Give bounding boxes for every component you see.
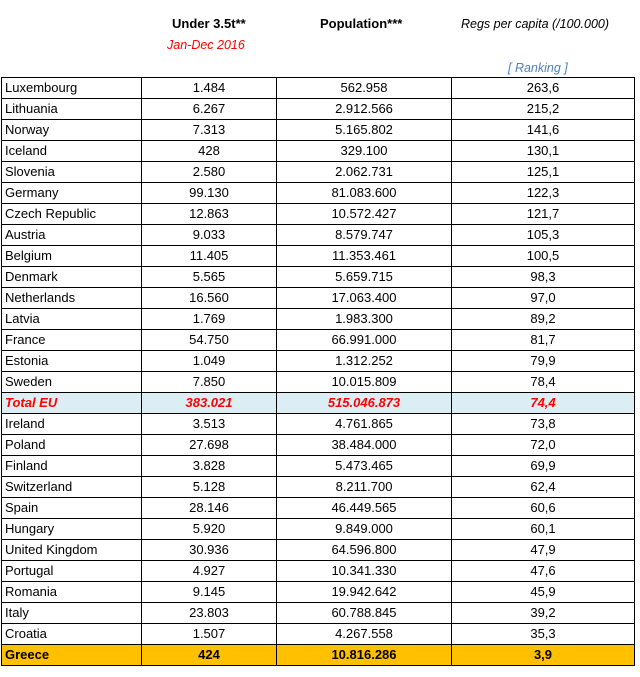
regs-cell: 72,0 xyxy=(452,435,635,456)
under-cell: 4.927 xyxy=(142,561,277,582)
population-cell: 81.083.600 xyxy=(277,183,452,204)
table-row xyxy=(2,141,635,162)
table-row xyxy=(2,561,635,582)
country-cell: Austria xyxy=(2,225,142,246)
under-cell: 428 xyxy=(142,141,277,162)
table-row xyxy=(2,582,635,603)
population-cell: 60.788.845 xyxy=(277,603,452,624)
country-cell: Croatia xyxy=(2,624,142,645)
regs-cell: 121,7 xyxy=(452,204,635,225)
under-cell: 383.021 xyxy=(142,393,277,414)
population-cell: 11.353.461 xyxy=(277,246,452,267)
regs-cell: 130,1 xyxy=(452,141,635,162)
table-row xyxy=(2,372,635,393)
population-cell: 38.484.000 xyxy=(277,435,452,456)
table-row xyxy=(2,351,635,372)
table-row xyxy=(2,540,635,561)
country-cell: Ireland xyxy=(2,414,142,435)
population-cell: 4.761.865 xyxy=(277,414,452,435)
regs-cell: 3,9 xyxy=(452,645,635,666)
regs-cell: 100,5 xyxy=(452,246,635,267)
country-cell: Estonia xyxy=(2,351,142,372)
regs-cell: 35,3 xyxy=(452,624,635,645)
under-cell: 5.565 xyxy=(142,267,277,288)
under-cell: 30.936 xyxy=(142,540,277,561)
regs-cell: 141,6 xyxy=(452,120,635,141)
under-cell: 9.145 xyxy=(142,582,277,603)
regs-cell: 89,2 xyxy=(452,309,635,330)
table-row xyxy=(2,498,635,519)
regs-cell: 105,3 xyxy=(452,225,635,246)
under-cell: 23.803 xyxy=(142,603,277,624)
population-cell: 66.991.000 xyxy=(277,330,452,351)
table-row xyxy=(2,204,635,225)
country-cell: Total EU xyxy=(2,393,142,414)
table-row xyxy=(2,435,635,456)
regs-cell: 45,9 xyxy=(452,582,635,603)
header-under-3-5t: Under 3.5t** xyxy=(172,16,246,31)
under-cell: 3.513 xyxy=(142,414,277,435)
header-regs-per-capita: Regs per capita (/100.000) xyxy=(461,17,610,31)
under-cell: 1.507 xyxy=(142,624,277,645)
table-row xyxy=(2,393,635,414)
population-cell: 1.312.252 xyxy=(277,351,452,372)
table-row xyxy=(2,267,635,288)
under-cell: 1.484 xyxy=(142,78,277,99)
regs-cell: 74,4 xyxy=(452,393,635,414)
country-cell: Switzerland xyxy=(2,477,142,498)
regs-cell: 98,3 xyxy=(452,267,635,288)
population-cell: 329.100 xyxy=(277,141,452,162)
population-cell: 4.267.558 xyxy=(277,624,452,645)
table-row xyxy=(2,309,635,330)
country-cell: Belgium xyxy=(2,246,142,267)
under-cell: 54.750 xyxy=(142,330,277,351)
under-cell: 9.033 xyxy=(142,225,277,246)
table-body xyxy=(2,78,635,666)
under-cell: 28.146 xyxy=(142,498,277,519)
country-cell: Slovenia xyxy=(2,162,142,183)
regs-cell: 69,9 xyxy=(452,456,635,477)
under-cell: 7.850 xyxy=(142,372,277,393)
country-cell: Finland xyxy=(2,456,142,477)
under-cell: 1.049 xyxy=(142,351,277,372)
regs-cell: 215,2 xyxy=(452,99,635,120)
population-cell: 515.046.873 xyxy=(277,393,452,414)
country-cell: Portugal xyxy=(2,561,142,582)
population-cell: 5.659.715 xyxy=(277,267,452,288)
population-cell: 2.062.731 xyxy=(277,162,452,183)
under-cell: 424 xyxy=(142,645,277,666)
country-cell: Netherlands xyxy=(2,288,142,309)
population-cell: 10.015.809 xyxy=(277,372,452,393)
table-row xyxy=(2,414,635,435)
table-row xyxy=(2,477,635,498)
under-cell: 5.920 xyxy=(142,519,277,540)
country-cell: Latvia xyxy=(2,309,142,330)
population-cell: 17.063.400 xyxy=(277,288,452,309)
country-cell: Hungary xyxy=(2,519,142,540)
population-cell: 8.211.700 xyxy=(277,477,452,498)
table-row xyxy=(2,78,635,99)
regs-cell: 263,6 xyxy=(452,78,635,99)
population-cell: 64.596.800 xyxy=(277,540,452,561)
table-row xyxy=(2,330,635,351)
under-cell: 2.580 xyxy=(142,162,277,183)
country-cell: Norway xyxy=(2,120,142,141)
country-cell: Sweden xyxy=(2,372,142,393)
regs-cell: 62,4 xyxy=(452,477,635,498)
table-row xyxy=(2,519,635,540)
country-cell: Poland xyxy=(2,435,142,456)
population-cell: 8.579.747 xyxy=(277,225,452,246)
population-cell: 46.449.565 xyxy=(277,498,452,519)
under-cell: 99.130 xyxy=(142,183,277,204)
regs-cell: 39,2 xyxy=(452,603,635,624)
header-period: Jan-Dec 2016 xyxy=(167,38,245,52)
table-row xyxy=(2,225,635,246)
under-cell: 6.267 xyxy=(142,99,277,120)
regs-cell: 78,4 xyxy=(452,372,635,393)
registrations-table xyxy=(1,77,635,666)
regs-cell: 122,3 xyxy=(452,183,635,204)
country-cell: Denmark xyxy=(2,267,142,288)
population-cell: 10.572.427 xyxy=(277,204,452,225)
regs-cell: 60,6 xyxy=(452,498,635,519)
country-cell: Germany xyxy=(2,183,142,204)
regs-cell: 47,6 xyxy=(452,561,635,582)
country-cell: Lithuania xyxy=(2,99,142,120)
table-row xyxy=(2,645,635,666)
population-cell: 2.912.566 xyxy=(277,99,452,120)
regs-cell: 125,1 xyxy=(452,162,635,183)
under-cell: 5.128 xyxy=(142,477,277,498)
country-cell: France xyxy=(2,330,142,351)
population-cell: 19.942.642 xyxy=(277,582,452,603)
regs-cell: 73,8 xyxy=(452,414,635,435)
country-cell: Italy xyxy=(2,603,142,624)
table-row xyxy=(2,183,635,204)
under-cell: 11.405 xyxy=(142,246,277,267)
under-cell: 12.863 xyxy=(142,204,277,225)
under-cell: 1.769 xyxy=(142,309,277,330)
regs-cell: 81,7 xyxy=(452,330,635,351)
table-row xyxy=(2,120,635,141)
table-row xyxy=(2,162,635,183)
table-row xyxy=(2,288,635,309)
table-row xyxy=(2,603,635,624)
population-cell: 10.341.330 xyxy=(277,561,452,582)
country-cell: Greece xyxy=(2,645,142,666)
population-cell: 1.983.300 xyxy=(277,309,452,330)
country-cell: Czech Republic xyxy=(2,204,142,225)
population-cell: 5.473.465 xyxy=(277,456,452,477)
country-cell: Spain xyxy=(2,498,142,519)
under-cell: 16.560 xyxy=(142,288,277,309)
population-cell: 10.816.286 xyxy=(277,645,452,666)
header-population: Population*** xyxy=(320,16,403,31)
country-cell: Luxembourg xyxy=(2,78,142,99)
population-cell: 5.165.802 xyxy=(277,120,452,141)
country-cell: United Kingdom xyxy=(2,540,142,561)
table-row xyxy=(2,99,635,120)
header-ranking: [ Ranking ] xyxy=(508,61,568,75)
under-cell: 7.313 xyxy=(142,120,277,141)
table-row xyxy=(2,246,635,267)
regs-cell: 79,9 xyxy=(452,351,635,372)
regs-cell: 47,9 xyxy=(452,540,635,561)
table-row xyxy=(2,624,635,645)
country-cell: Iceland xyxy=(2,141,142,162)
population-cell: 9.849.000 xyxy=(277,519,452,540)
regs-cell: 97,0 xyxy=(452,288,635,309)
population-cell: 562.958 xyxy=(277,78,452,99)
table-header xyxy=(0,0,640,77)
table-row xyxy=(2,456,635,477)
country-cell: Romania xyxy=(2,582,142,603)
under-cell: 3.828 xyxy=(142,456,277,477)
regs-cell: 60,1 xyxy=(452,519,635,540)
under-cell: 27.698 xyxy=(142,435,277,456)
